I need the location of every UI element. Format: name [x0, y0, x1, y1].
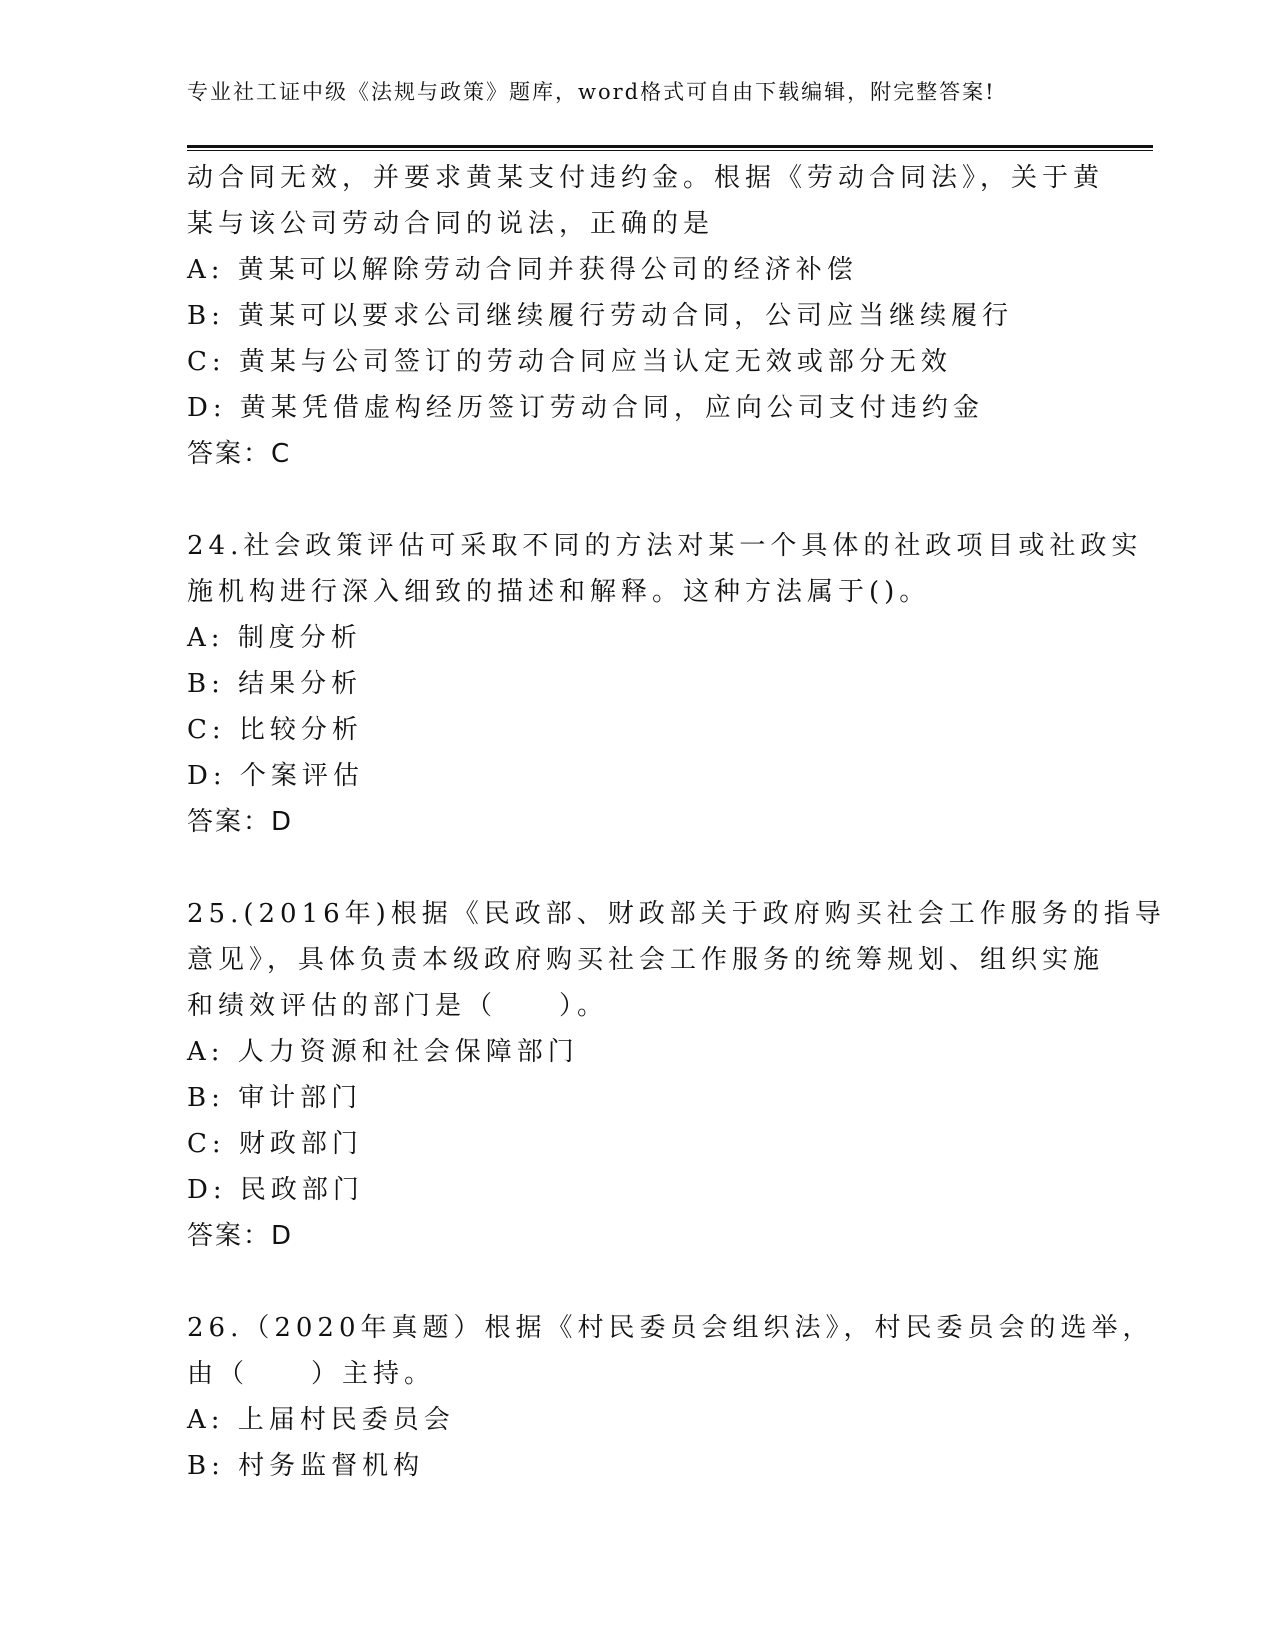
question-text: 由（ ）主持。 — [187, 1359, 436, 1389]
question-block — [187, 523, 1143, 845]
option-c: C: 黄某与公司签订的劳动合同应当认定无效或部分无效 — [187, 347, 952, 377]
question-text: 26.（2020年真题）根据《村民委员会组织法》，村民委员会的选举， — [187, 1313, 1154, 1343]
question-block — [187, 891, 1166, 1259]
answer: 答案：D — [187, 807, 294, 837]
option-a: A: 制度分析 — [187, 623, 362, 653]
option-b: B: 结果分析 — [187, 669, 363, 699]
header-divider — [187, 145, 1153, 151]
question-text: 动合同无效，并要求黄某支付违约金。根据《劳动合同法》，关于黄 — [187, 163, 1105, 193]
option-b: B: 审计部门 — [187, 1083, 363, 1113]
option-b: B: 黄某可以要求公司继续履行劳动合同，公司应当继续履行 — [187, 301, 1014, 331]
spacer — [187, 477, 1087, 523]
answer: 答案：D — [187, 1221, 294, 1251]
spacer — [187, 1259, 1087, 1305]
option-a: A: 人力资源和社会保障部门 — [187, 1037, 579, 1067]
option-d: D: 黄某凭借虚构经历签订劳动合同，应向公司支付违约金 — [187, 393, 984, 423]
question-text: 24.社会政策评估可采取不同的方法对某一个具体的社政项目或社政实 — [187, 531, 1143, 561]
page-header: 专业社工证中级《法规与政策》题库，word格式可自由下载编辑，附完整答案! — [187, 80, 996, 104]
option-c: C: 财政部门 — [187, 1129, 363, 1159]
option-b: B: 村务监督机构 — [187, 1451, 425, 1481]
option-d: D: 个案评估 — [187, 761, 364, 791]
document-body — [187, 155, 1166, 1489]
question-text: 某与该公司劳动合同的说法，正确的是 — [187, 209, 715, 239]
option-d: D: 民政部门 — [187, 1175, 364, 1205]
question-block — [187, 155, 1105, 477]
question-text: 意见》，具体负责本级政府购买社会工作服务的统筹规划、组织实施 — [187, 945, 1105, 975]
spacer — [187, 845, 1087, 891]
answer: 答案：C — [187, 439, 292, 469]
question-block — [187, 1305, 1154, 1489]
question-text: 和绩效评估的部门是（ ）。 — [187, 991, 609, 1021]
option-c: C: 比较分析 — [187, 715, 363, 745]
option-a: A: 上届村民委员会 — [187, 1405, 455, 1435]
question-text: 25.(2016年)根据《民政部、财政部关于政府购买社会工作服务的指导 — [187, 899, 1166, 929]
option-a: A: 黄某可以解除劳动合同并获得公司的经济补偿 — [187, 255, 858, 285]
question-text: 施机构进行深入细致的描述和解释。这种方法属于()。 — [187, 577, 931, 607]
